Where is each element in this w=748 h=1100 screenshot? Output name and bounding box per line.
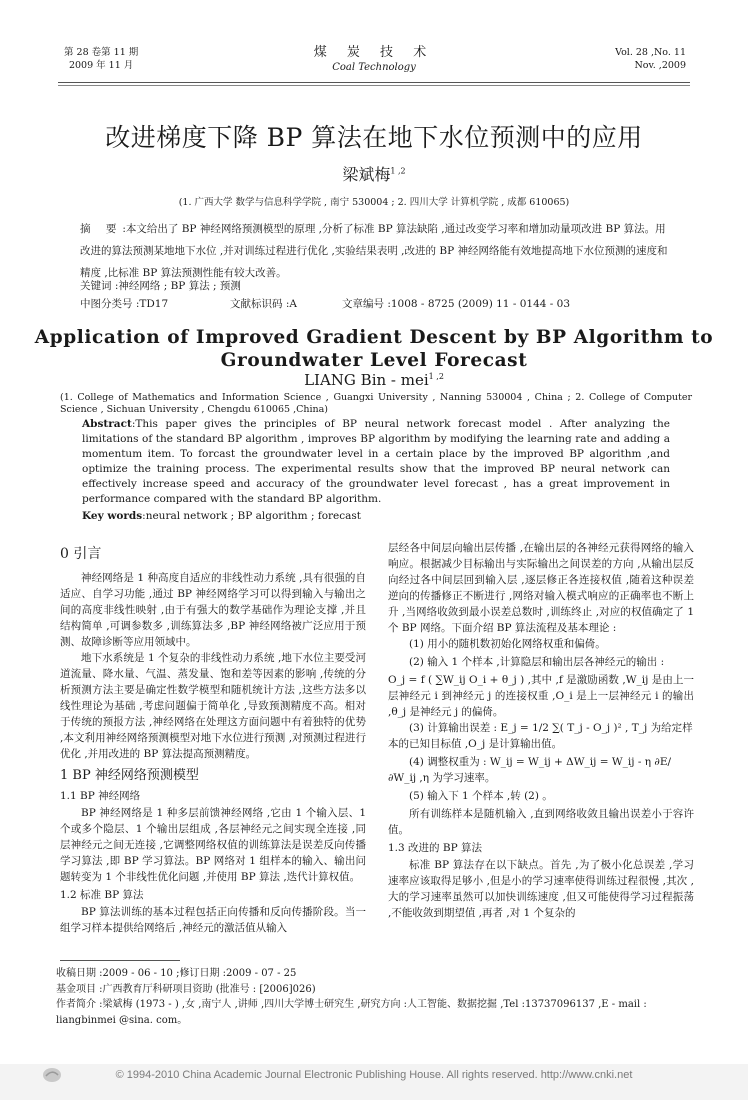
affiliation-cn: (1. 广西大学 数学与信息科学学院 , 南宁 530004 ; 2. 四川大学 计算机学院 , 成都 610065) (178, 197, 570, 208)
abstract-en-text: :This paper gives the principles of BP neural network forecast model . After analyzing the limitations of the standard BP algorithm , improves BP algorithm by modifying the learning rate and adding a momentum item. To forcast the groundwater level in a certain place by the improved BP algorithm ,and optimize the training process. The experimental results show that the improved BP neural network can effectively increase speed and accuracy of the groundwater level forecast , has a great improvement in performance compared with the standard BP algorithm. (82, 418, 670, 505)
footnote-rule (60, 960, 180, 961)
algorithm-step-2-formula: O_j = f ( ∑W_ij O_i + θ_j ) ,其中 ,f 是激励函数 ,W_ij 是由上一层神经元 i 到神经元 j 的连接权重 ,O_i 是上一层神经元 i 的输出 ,θ_j 是神经元 j 的偏倚。 (388, 674, 694, 718)
body-column-right (388, 540, 694, 921)
algorithm-step-1: (1) 用小的随机数初始化网络权重和偏倚。 (409, 638, 606, 650)
intro-paragraph-1: 神经网络是 1 种高度自适应的非线性动力系统 ,具有很强的自适应、自学习功能 ,通过 BP 神经网络学习可以得到输入与输出之间的高度非线性映射 ,由于有强大的数学基础作为理论支撑 ,并且结构简单 ,可调参数多 ,训练算法多 ,BP 神经网络被广泛应用于预测、故障诊断等应用领域中。 (60, 572, 366, 648)
body-column-left (60, 540, 366, 936)
author-name-en: LIANG Bin - mei (304, 371, 429, 389)
subsection-heading-1-1: 1.1 BP 神经网络 (60, 790, 141, 802)
affiliation-en: (1. College of Mathematics and Information Science , Guangxi University , Nanning 530004 , China ; 2. College of Computer Science , Sichuan University , Chengdu 610065 ,China) (60, 392, 692, 415)
author-cn (0, 162, 748, 185)
footnote-received: 收稿日期 :2009 - 06 - 10 ;修订日期 :2009 - 07 - 25 (56, 968, 297, 979)
standard-bp-paragraph: BP 算法训练的基本过程包括正向传播和反向传播阶段。当一组学习样本提供给网络后 ,神经元的激活值从输入 (60, 906, 366, 934)
author-en (0, 371, 748, 389)
algorithm-step-5: (5) 输入下 1 个样本 ,转 (2) 。 (409, 790, 553, 802)
header-volume-line: 第 28 卷第 11 期 (64, 47, 139, 58)
algorithm-step-2-intro: (2) 输入 1 个样本 ,计算隐层和输出层各神经元的输出 : (409, 656, 665, 668)
abstract-cn-label: 摘 要 (80, 223, 123, 235)
header-issue-line: Vol. 28 ,No. 11 (615, 47, 686, 58)
author-name-cn: 梁斌梅 (342, 165, 391, 184)
footnote-fund: 基金项目 :广西教育厅科研项目资助 (批准号 : [2006]026) (56, 983, 316, 995)
intro-paragraph-2: 地下水系统是 1 个复杂的非线性动力系统 ,地下水位主要受河道流量、降水量、气温、蒸发量、饱和差等因素的影响 ,传统的分析预测方法主要是确定性数学模型和随机统计方法 ,这些方法多以线性理论为基础 ,考虑问题偏于简单化 ,导致预测精度不高。相对于传统的预报方法 ,神经网络在处理这方面问题中有着独特的优势 ,本文利用神经网络预测模型对地下水位进行预测 ,对预测过程进行优化 ,并用改进的 BP 算法提高预测精度。 (60, 652, 366, 760)
improved-bp-paragraph: 标准 BP 算法存在以下缺点。首先 ,为了极小化总误差 ,学习速率应该取得足够小 ,但是小的学习速率使得训练过程很慢 ,其次 ,大的学习速率虽然可以加快训练速度 ,但又可能使得学习过程振荡 ,不能收敛到期望值 ,再者 ,对 1 个复杂的 (388, 859, 694, 919)
clc-number: 中图分类号 :TD17 (80, 298, 169, 310)
copyright-text: © 1994-2010 China Academic Journal Electronic Publishing House. All rights reserved. http://www.cnki.net (115, 1069, 633, 1081)
footnote (56, 966, 696, 1028)
header-date-line: 2009 年 11 月 (68, 60, 134, 71)
paper-title-cn: 改进梯度下降 BP 算法在地下水位预测中的应用 (105, 123, 643, 152)
keywords-cn: 关键词 :神经网络 ; BP 算法 ; 预测 (80, 280, 241, 292)
keywords-en-label: Key words (82, 510, 143, 522)
keywords-en (82, 510, 670, 522)
journal-name-cn: 煤 炭 技 术 (313, 45, 435, 60)
abstract-cn-text: :本文给出了 BP 神经网络预测模型的原理 ,分析了标准 BP 算法缺陷 ,通过改变学习率和增加动量项改进 BP 算法。用改进的算法预测某地地下水位 ,并对训练过程进行优化 ,实验结果表明 ,改进的 BP 神经网络能有效地提高地下水位预测的速度和精度 ,比标准 BP 算法预测性能有较大改善。 (80, 223, 668, 279)
section-heading-intro: 0 引言 (60, 546, 102, 562)
algorithm-step-4: (4) 调整权重为 : W_ij = W_ij + ΔW_ij = W_ij - η ∂E/∂W_ij ,η 为学习速率。 (388, 756, 672, 784)
article-number: 文章编号 :1008 - 8725 (2009) 11 - 0144 - 03 (342, 298, 571, 310)
header-rule (58, 82, 690, 83)
journal-name-en: Coal Technology (332, 62, 416, 73)
algorithm-step-3: (3) 计算输出误差 : E_j = 1/2 ∑( T_j - O_j )² , T_j 为给定样本的已知目标值 ,O_j 是计算输出值。 (388, 722, 693, 750)
bp-propagation-paragraph: 层经各中间层向输出层传播 ,在输出层的各神经元获得网络的输入响应。根据减少目标输出与实际输出之间误差的方向 ,从输出层反向经过各中间层回到输入层 ,逐层修正各连接权值 ,随着这种误差逆向的传播修正不断进行 ,网络对输入模式响应的正确率也不断上升 ,当网络收敛到最小误差总数时 ,训练终止 ,对应的权值确定了 1 个 BP 网络。下面介绍 BP 算法流程及基本理论 : (388, 542, 694, 634)
header-issue (615, 46, 686, 72)
header-month-line: Nov. ,2009 (634, 60, 686, 71)
footnote-author-bio: 作者简介 :梁斌梅 (1973 - ) ,女 ,南宁人 ,讲师 ,四川大学博士研究生 ,研究方向 :人工智能、数据挖掘 ,Tel :13737096137 ,E - mail : liangbinmei @sina. com。 (56, 999, 647, 1026)
abstract-cn (80, 218, 670, 284)
subsection-heading-1-3: 1.3 改进的 BP 算法 (388, 842, 482, 854)
section-heading-bp-model: 1 BP 神经网络预测模型 (60, 768, 199, 783)
author-sup-cn: 1 ,2 (390, 166, 406, 176)
doc-code: 文献标识码 :A (230, 298, 297, 310)
abstract-en (82, 417, 670, 507)
bp-network-paragraph: BP 神经网络是 1 种多层前馈神经网络 ,它由 1 个输入层、1 个或多个隐层、1 个输出层组成 ,各层神经元之间实现全连接 ,同层神经元之间无连接 ,它调整网络权值的训练算法是误差反向传播学习算法 ,即 BP 学习算法。BP 网络对 1 组样本的输入、输出问题转变为 1 个非线性优化问题 ,并使用 BP 算法 ,迭代计算权值。 (60, 807, 366, 883)
paper-title-en: Application of Improved Gradient Descent by BP Algorithm to Groundwater Level Forecast (34, 327, 714, 371)
keywords-en-text: :neural network ; BP algorithm ; forecast (142, 510, 362, 522)
training-stop-paragraph: 所有训练样本是随机输入 ,直到网络收敛且输出误差小于容许值。 (388, 808, 694, 836)
abstract-en-label: Abstract (82, 418, 132, 430)
author-sup-en: 1 ,2 (428, 372, 444, 381)
subsection-heading-1-2: 1.2 标准 BP 算法 (60, 889, 144, 901)
header-rule-thin (58, 85, 690, 86)
